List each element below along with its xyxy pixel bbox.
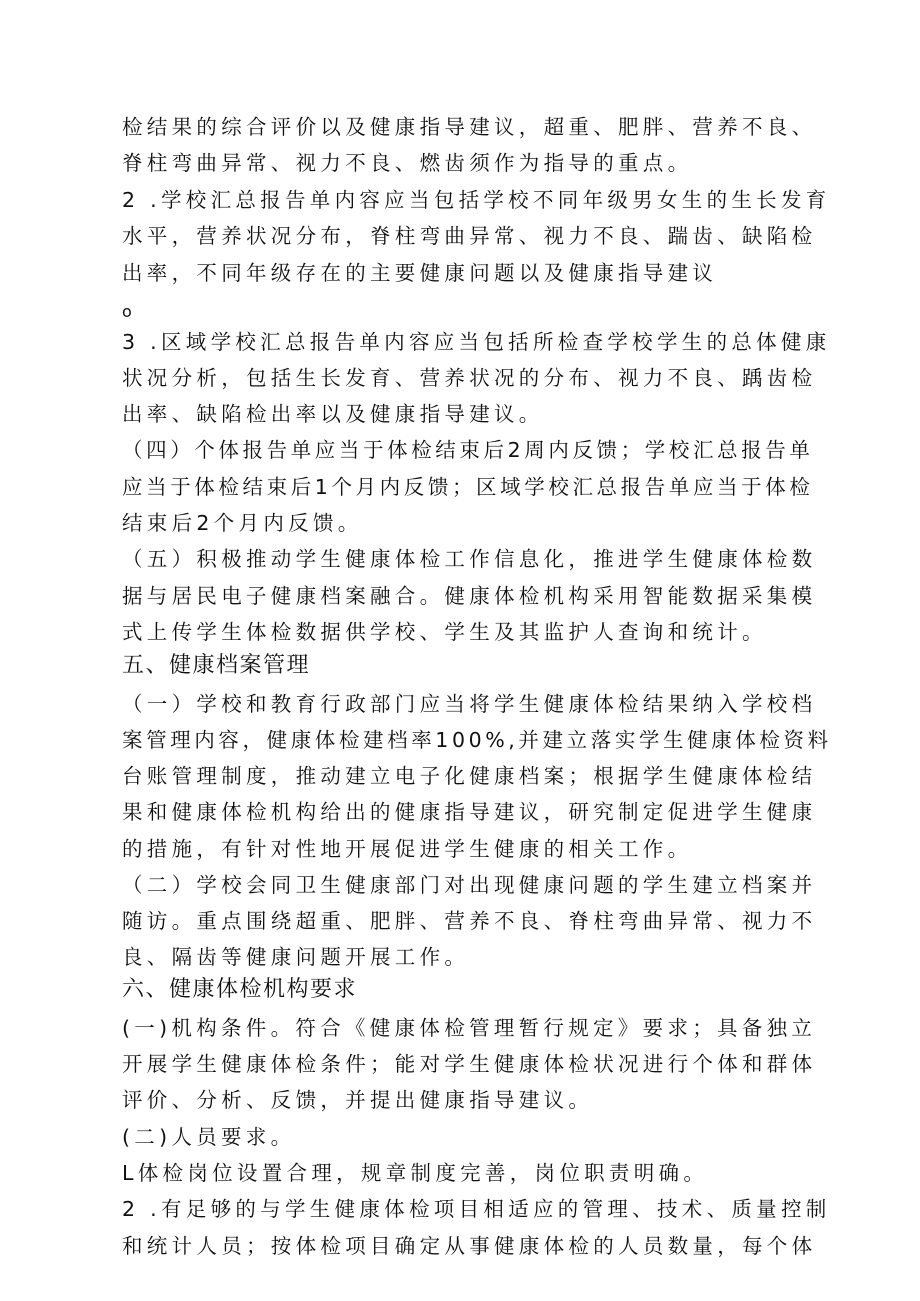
text-line-12: 结束后2个月内反馈。 (122, 511, 363, 535)
text-line-8: 状况分析，包括生长发育、营养状况的分布、视力不良、踽齿检 (122, 366, 817, 390)
text-line-13: （五）积极推动学生健康体检工作信息化，推进学生健康体检数 (122, 547, 817, 571)
text-line-30: L体检岗位设置合理，规章制度完善，岗位职责明确。 (122, 1161, 709, 1185)
text-line-2: 脊柱弯曲异常、视力不良、燃齿须作为指导的重点。 (122, 151, 693, 175)
text-line-28: 评价、分析、反馈，并提出健康指导建议。 (122, 1088, 594, 1112)
text-line-26: (一)机构条件。符合《健康体检管理暂行规定》要求；具备独立 (122, 1016, 817, 1040)
text-line-24: 良、隔齿等健康问题开展工作。 (122, 945, 470, 969)
text-line-7: 3 .区域学校汇总报告单内容应当包括所检查学校学生的总体健康 (122, 330, 831, 354)
text-line-14: 据与居民电子健康档案融合。健康体检机构采用智能数据采集模 (122, 584, 817, 608)
text-line-11: 应当于体检结束后1个月内反馈；区域学校汇总报告单应当于体检 (122, 475, 814, 499)
text-line-21: 的措施，有针对性地开展促进学生健康的相关工作。 (122, 837, 693, 861)
text-line-1: 检结果的综合评价以及健康指导建议，超重、肥胖、营养不良、 (122, 115, 817, 139)
text-line-23: 随访。重点围绕超重、肥胖、营养不良、脊柱弯曲异常、视力不 (122, 909, 817, 933)
text-line-18: 案管理内容，健康体检建档率100%,并建立落实学生健康体检资料 (122, 728, 832, 752)
text-line-9: 出率、缺陷检出率以及健康指导建议。 (122, 402, 544, 426)
text-line-31: 2 .有足够的与学生健康体检项目相适应的管理、技术、质量控制 (122, 1197, 831, 1221)
text-line-27: 开展学生健康体检条件；能对学生健康体检状况进行个体和群体 (122, 1052, 817, 1076)
section-heading-5: 五、健康档案管理 (122, 653, 311, 678)
text-line-4: 水平，营养状况分布，脊柱弯曲异常、视力不良、踹齿、缺陷检 (122, 224, 817, 248)
text-line-6: o (122, 302, 132, 321)
text-line-22: （二）学校会同卫生健康部门对出现健康问题的学生建立档案并 (122, 873, 817, 897)
section-heading-6: 六、健康体检机构要求 (122, 977, 358, 1002)
text-line-17: （一）学校和教育行政部门应当将学生健康体检结果纳入学校档 (122, 692, 817, 716)
text-line-5: 出率，不同年级存在的主要健康问题以及健康指导建议 (122, 261, 718, 285)
text-line-20: 果和健康体检机构给出的健康指导建议，研究制定促进学生健康 (122, 800, 817, 824)
text-line-19: 台账管理制度，推动建立电子化健康档案；根据学生健康体检结 (122, 764, 817, 788)
text-line-15: 式上传学生体检数据供学校、学生及其监护人查询和统计。 (122, 620, 767, 644)
text-line-32: 和统计人员；按体检项目确定从事健康体检的人员数量，每个体 (122, 1234, 817, 1258)
text-line-10: （四）个体报告单应当于体检结束后2周内反馈；学校汇总报告单 (122, 438, 814, 462)
text-line-3: 2 .学校汇总报告单内容应当包括学校不同年级男女生的生长发育 (122, 188, 831, 212)
text-line-29: (二)人员要求。 (122, 1125, 296, 1149)
